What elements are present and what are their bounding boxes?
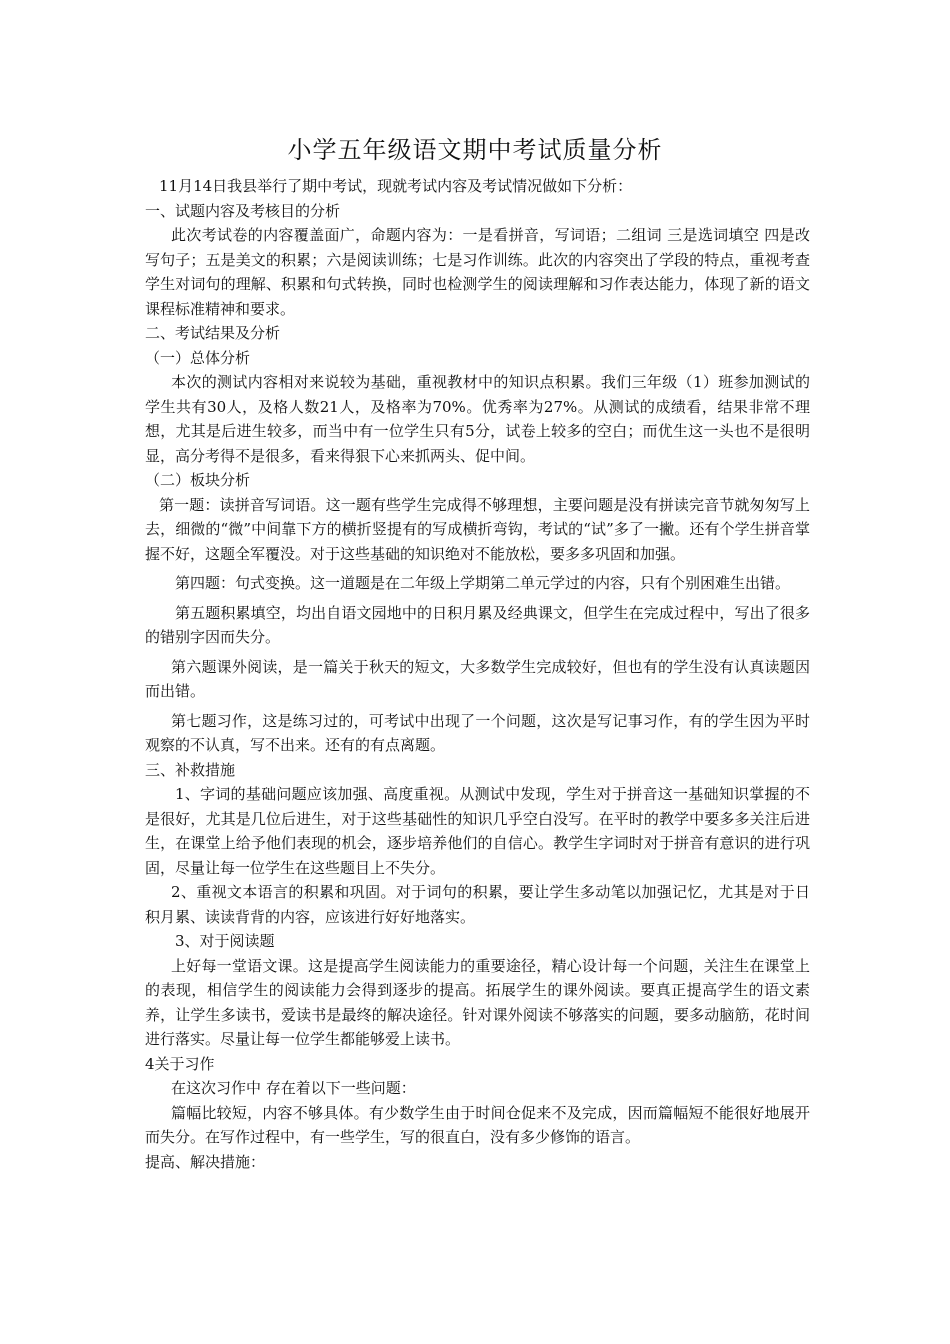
writing-issues-intro: 在这次习作中 存在着以下一些问题：: [171, 1079, 416, 1097]
overall-analysis-paragraph: 本次的测试内容相对来说较为基础，重视教材中的知识点积累。我们三年级（1）班参加测试的学生共有30人，及格人数21人，及格率为70%。优秀率为27%。从测试的成绩看，结果非常不理想，尤其是后进生较多，而当中有一位学生只有5分，试卷上较多的空白；而优生这一头也不是很明显，高分考得不是很多，看来得狠下心来抓两头、促中间。: [145, 373, 810, 465]
section-heading-1: 一、试题内容及考核目的分析: [145, 201, 341, 220]
question-7-paragraph: 第七题习作，这是练习过的，可考试中出现了一个问题，这次是写记事习作，有的学生因为平时观察的不认真，写不出来。还有的有点离题。: [145, 711, 810, 754]
measure-2-paragraph: 2、重视文本语言的积累和巩固。对于词句的积累，要让学生多动笔以加强记忆，尤其是对于日积月累、读读背背的内容，应该进行好好地落实。: [145, 883, 810, 926]
measure-3-heading: 3、对于阅读题: [175, 932, 275, 950]
document-title: 小学五年级语文期中考试质量分析: [287, 136, 663, 164]
measure-1-paragraph: 1、字词的基础问题应该加强、高度重视。从测试中发现，学生对于拼音这一基础知识掌握的不是很好，尤其是几位后进生，对于这些基础性的知识几乎空白没写。在平时的教学中要多多关注后进生，在课堂上给予他们表现的机会，逐步培养他们的自信心。教学生字词时对于拼音有意识的进行巩固，尽量让每一位学生在这些题目上不失分。: [145, 785, 810, 877]
solutions-heading: 提高、解决措施：: [145, 1152, 266, 1171]
subsection-heading-overall: （一）总体分析: [145, 348, 251, 367]
measure-3-paragraph: 上好每一堂语文课。这是提高学生阅读能力的重要途径，精心设计每一个问题，关注生在课堂上的表现，相信学生的阅读能力会得到逐步的提高。拓展学生的课外阅读。要真正提高学生的语文素养，让学生多读书，爱读书是最终的解决途径。针对课外阅读不够落实的问题，要多动脑筋，花时间进行落实。尽量让每一位学生都能够爱上读书。: [145, 956, 810, 1048]
document-body: [145, 174, 810, 1174]
question-4-paragraph: 第四题：句式变换。这一道题是在二年级上学期第二单元学过的内容，只有个别困难生出错。: [175, 574, 791, 592]
measure-4-heading: 4关于习作: [145, 1054, 215, 1073]
question-1-paragraph: 第一题：读拼音写词语。这一题有些学生完成得不够理想，主要问题是没有拼读完音节就匆匆写上去，细微的“微”中间靠下方的横折竖提有的写成横折弯钩，考试的“试”多了一撇。还有个学生拼音掌握不好，这题全军覆没。对于这些基础的知识绝对不能放松，要多多巩固和加强。: [145, 495, 810, 563]
section-heading-3: 三、补救措施: [145, 760, 236, 779]
content-analysis-paragraph: 此次考试卷的内容覆盖面广，命题内容为：一是看拼音，写词语；二组词 三是选词填空 四是改写句子；五是美文的积累；六是阅读训练；七是习作训练。此次的内容突出了学段的特点，重视考查学生对词句的理解、积累和句式转换，同时也检测学生的阅读理解和习作表达能力，体现了新的语文课程标准精神和要求。: [145, 226, 810, 318]
question-5-paragraph: 第五题积累填空，均出自语文园地中的日积月累及经典课文，但学生在完成过程中，写出了很多的错别字因而失分。: [145, 603, 810, 646]
intro-paragraph: 11月14日我县举行了期中考试，现就考试内容及考试情况做如下分析：: [159, 177, 633, 195]
subsection-heading-blocks: （二）板块分析: [145, 471, 251, 489]
question-6-paragraph: 第六题课外阅读，是一篇关于秋天的短文，大多数学生完成较好，但也有的学生没有认真读题因而出错。: [145, 657, 810, 700]
writing-issues-paragraph: 篇幅比较短，内容不够具体。有少数学生由于时间仓促来不及完成，因而篇幅短不能很好地展开而失分。在写作过程中，有一些学生，写的很直白，没有多少修饰的语言。: [145, 1103, 810, 1146]
section-heading-2: 二、考试结果及分析: [145, 324, 281, 342]
